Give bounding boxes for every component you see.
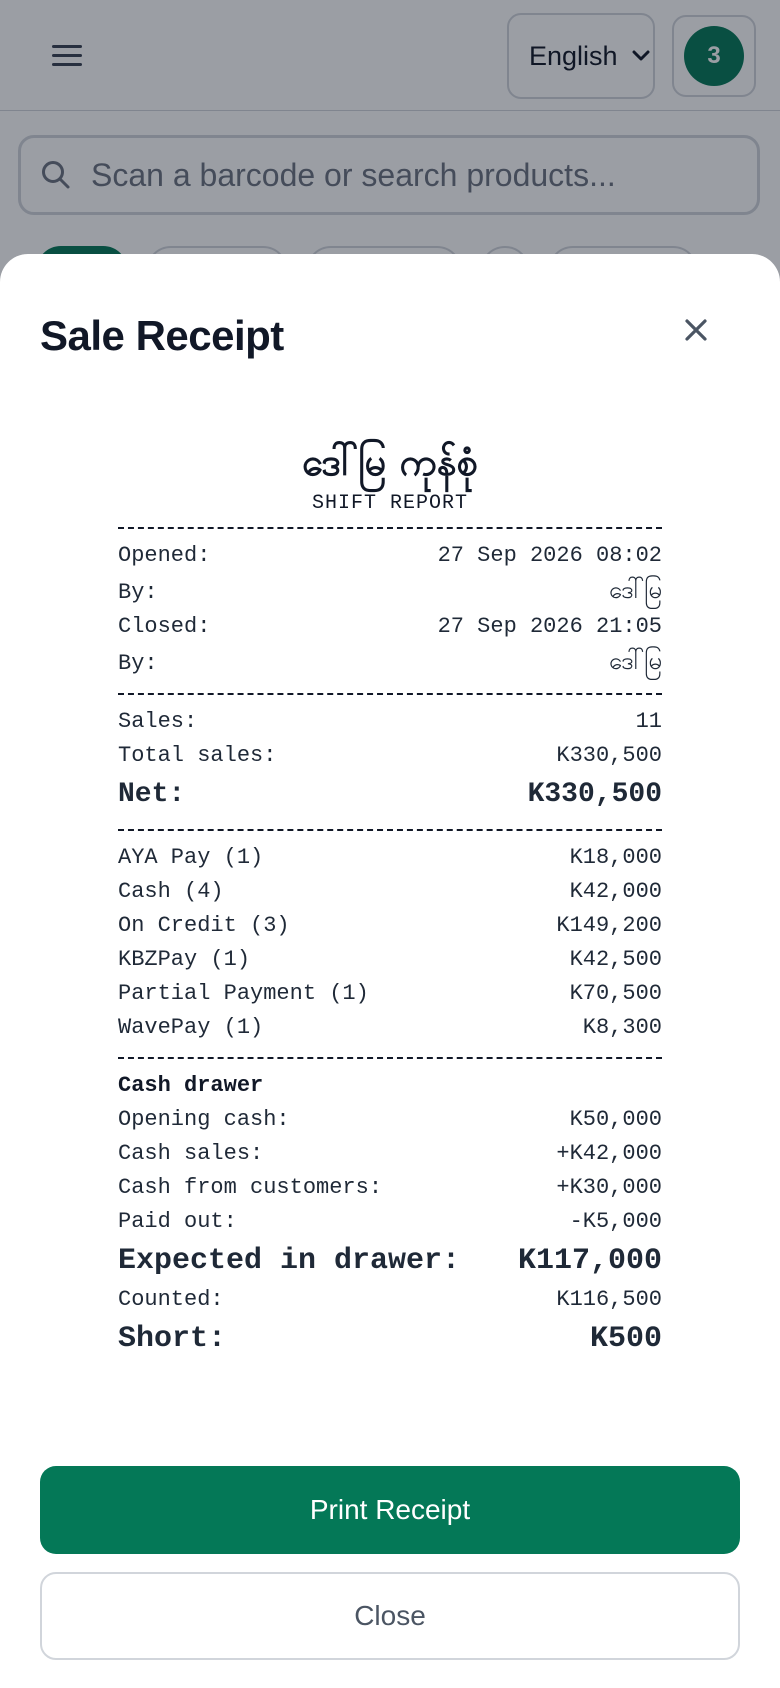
payment-label: KBZPay (1) [118, 947, 251, 972]
net-label: Net: [118, 779, 186, 810]
net-value: K330,500 [527, 779, 662, 810]
payment-value: K42,000 [569, 879, 662, 904]
total-sales-label: Total sales: [118, 743, 277, 768]
avatar: 3 [684, 26, 744, 86]
closed-label: Closed: [118, 614, 211, 639]
sales-value: 11 [635, 709, 662, 734]
payment-value: K42,500 [569, 947, 662, 972]
closed-value: 27 Sep 2026 21:05 [437, 614, 662, 639]
payment-row [118, 1011, 662, 1045]
opening-cash-label: Opening cash: [118, 1107, 290, 1132]
short-row [118, 1317, 662, 1361]
cash-drawer-heading: Cash drawer [118, 1073, 264, 1098]
cash-sales-label: Cash sales: [118, 1141, 264, 1166]
opened-by-label: By: [118, 580, 158, 605]
expected-value: K117,000 [517, 1244, 662, 1278]
divider [118, 527, 662, 529]
payment-row [118, 943, 662, 977]
payment-row [118, 977, 662, 1011]
print-receipt-button[interactable]: Print Receipt [40, 1466, 740, 1554]
net-row [118, 773, 662, 817]
payment-label: AYA Pay (1) [118, 845, 264, 870]
close-button[interactable]: Close [40, 1572, 740, 1660]
modal-title: Sale Receipt [40, 312, 284, 359]
report-title: SHIFT REPORT [311, 492, 469, 515]
short-value: K500 [589, 1322, 662, 1356]
payment-label: Cash (4) [118, 879, 224, 904]
payment-value: K70,500 [569, 981, 662, 1006]
short-label: Short: [118, 1322, 227, 1356]
total-sales-value: K330,500 [556, 743, 662, 768]
payment-row [118, 909, 662, 943]
opening-cash-value: K50,000 [569, 1107, 662, 1132]
shift-report-receipt [118, 434, 662, 1361]
opened-value: 27 Sep 2026 08:02 [437, 543, 662, 568]
divider [118, 693, 662, 695]
expected-label: Expected in drawer: [118, 1244, 461, 1278]
payment-label: On Credit (3) [118, 913, 290, 938]
cash-sales-value: +K42,000 [556, 1141, 662, 1166]
payment-value: K8,300 [582, 1015, 662, 1040]
payment-value: K149,200 [556, 913, 662, 938]
cash-sales-row [118, 1137, 662, 1171]
sales-label: Sales: [118, 709, 198, 734]
opened-by-value: ဒေါ်မြ [608, 576, 662, 604]
opened-by-row [118, 573, 662, 610]
closed-by-label: By: [118, 651, 158, 676]
payment-row [118, 875, 662, 909]
paid-out-row [118, 1205, 662, 1239]
expected-in-drawer-row [118, 1239, 662, 1283]
shop-name: ဒေါ်မြ ကုန်စုံ [302, 440, 478, 484]
opened-row [118, 539, 662, 573]
sale-receipt-modal [0, 254, 780, 1688]
closed-by-row [118, 644, 662, 681]
cash-from-customers-label: Cash from customers: [118, 1175, 383, 1200]
counted-row [118, 1283, 662, 1317]
total-sales-row [118, 739, 662, 773]
cash-from-customers-value: +K30,000 [556, 1175, 662, 1200]
payment-value: K18,000 [569, 845, 662, 870]
divider [118, 1057, 662, 1059]
sales-count-row [118, 705, 662, 739]
paid-out-value: -K5,000 [569, 1209, 662, 1234]
paid-out-label: Paid out: [118, 1209, 237, 1234]
opened-label: Opened: [118, 543, 211, 568]
language-select-value: English [529, 40, 618, 71]
cash-from-customers-row [118, 1171, 662, 1205]
payment-label: WavePay (1) [118, 1015, 264, 1040]
closed-row [118, 610, 662, 644]
close-icon[interactable] [676, 310, 716, 350]
counted-value: K116,500 [556, 1287, 662, 1312]
divider [118, 829, 662, 831]
closed-by-value: ဒေါ်မြ [608, 647, 662, 675]
payment-label: Partial Payment (1) [118, 981, 369, 1006]
payment-row [118, 841, 662, 875]
counted-label: Counted: [118, 1287, 224, 1312]
opening-cash-row [118, 1103, 662, 1137]
